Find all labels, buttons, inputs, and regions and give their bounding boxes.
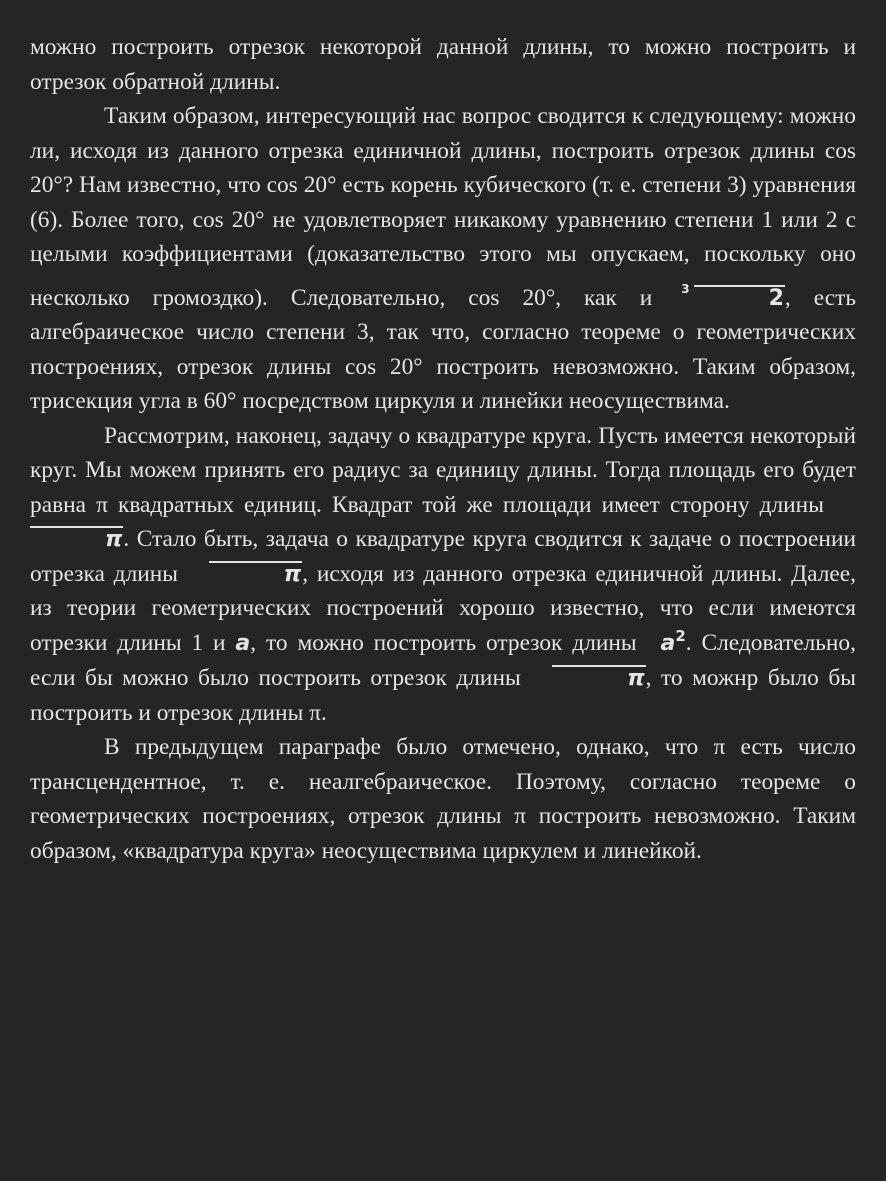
book-page [30, 30, 856, 868]
sqrt-pi-3: π [552, 665, 645, 691]
paragraph-3-text-c: , исходя из данного отрезка единичной длины. Далее, из теории геометрических построений хорошо известно, что если имеются отрезки длины 1 и [30, 560, 856, 656]
sqrt-pi-1: π [30, 526, 123, 552]
cube-root-radicand: 2 [694, 285, 785, 311]
paragraph-3-text-e: . Следовательно, если бы можно было построить отрезок длины [30, 629, 856, 691]
paragraph-1-text: можно построить отрезок некоторой данной длины, то можно построить и отрезок обратной длины. [30, 34, 856, 95]
paragraph-1 [30, 30, 856, 99]
paragraph-3-text-f: , то можнр было бы построить и отрезок длины π. [30, 665, 856, 726]
math-a-squared-exponent: 2 [675, 626, 686, 645]
paragraph-2-text-b: , есть алгебраическое число степени 3, так что, согласно теореме о геометрических построениях, отрезок длины cos 20° построить невозможно. Таким образом, трисекция угла в 60° посредством циркуля и линейки неосуществима. [30, 284, 856, 414]
paragraph-3-text-a: Рассмотрим, наконец, задачу о квадратуре круга. Пусть имеется некоторый круг. Мы можем принять его радиус за единицу длины. Тогда площадь его будет равна π квадратных единиц. Квадрат той же площади имеет сторону длины [30, 422, 856, 518]
paragraph-3-text-d: , то можно построить отрезок длины [250, 629, 637, 656]
paragraph-4-text: В предыдущем параграфе было отмечено, однако, что π есть число трансцендентное, т. е. неалгебраическое. Поэтому, согласно теореме о геометрических построениях, отрезок длины π построить невозможно. Таким образом, «квадратура круга» неосуществима циркулем и линейкой. [30, 734, 856, 864]
paragraph-2-text-a: Таким образом, интересующий нас вопрос сводится к следующему: можно ли, исходя из данного отрезка единичной длины, построить отрезок длины cos 20°? Нам известно, что cos 20° есть корень кубического (т. е. степени 3) уравнения (6). Более того, cos 20° не удовлетворяет никакому уравнению степени 1 или 2 с целыми коэффициентами (доказательство этого мы опускаем, поскольку оно несколько громоздко). Следовательно, cos 20°, как и [30, 103, 856, 311]
paragraph-4 [30, 730, 856, 868]
paragraph-3-text-b: . Стало быть, задача о квадратуре круга сводится к задаче о построении отрезка длины [30, 526, 856, 587]
math-a-squared-base: a [660, 630, 676, 656]
cube-root-index: 3 [681, 281, 690, 296]
sqrt-pi-2: π [209, 561, 302, 587]
paragraph-2 [30, 99, 856, 419]
math-a: a [235, 630, 251, 656]
paragraph-3 [30, 419, 856, 731]
